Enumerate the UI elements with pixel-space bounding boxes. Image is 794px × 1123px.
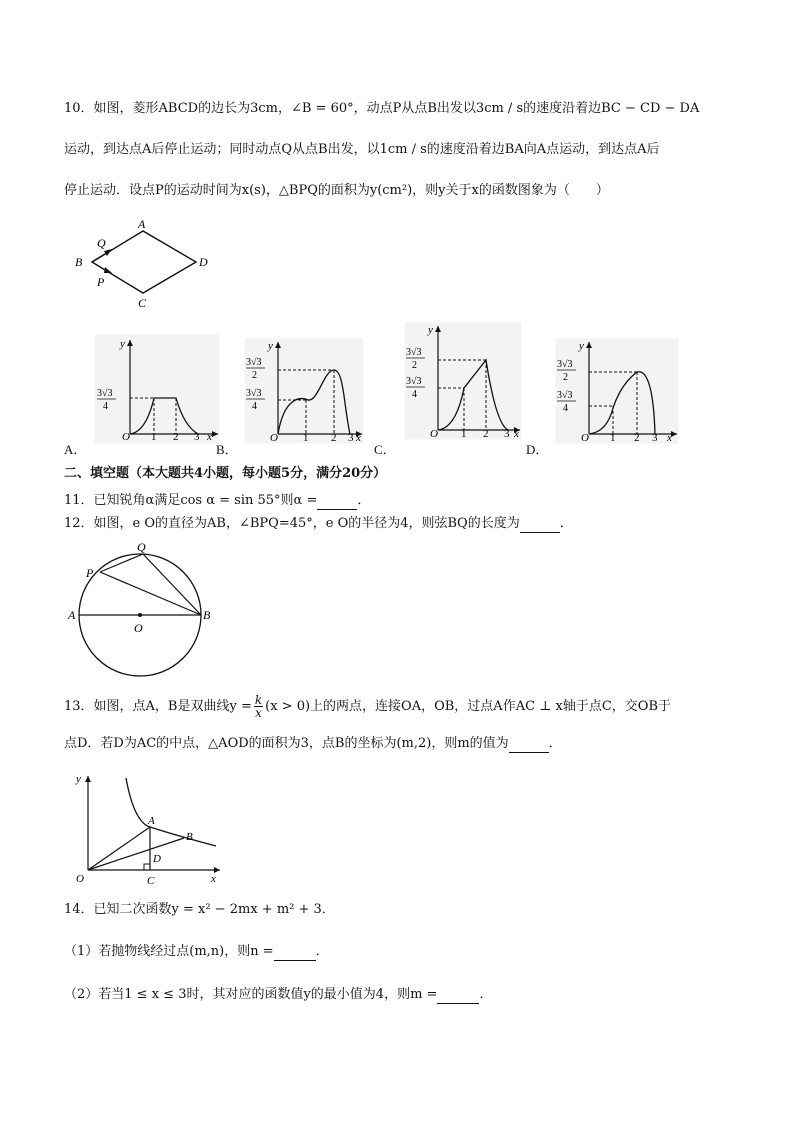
choice-a-label: A． bbox=[64, 442, 87, 457]
label-c: C bbox=[138, 296, 147, 310]
label-a: A bbox=[68, 608, 76, 622]
segment-oa bbox=[88, 827, 150, 870]
tick-3root3: 3√3 bbox=[97, 388, 113, 399]
origin-label: O bbox=[430, 428, 438, 440]
hyperbola-curve bbox=[126, 778, 216, 846]
circle-figure bbox=[64, 540, 224, 682]
y-label: y bbox=[579, 340, 584, 352]
q14-part2-prompt: （2）若当1 ≤ x ≤ 3时，其对应的函数值y的最小值为4，则m = bbox=[64, 987, 438, 1002]
tick-denominator: 4 bbox=[252, 401, 257, 412]
origin-label: O bbox=[270, 432, 278, 444]
q11-answer-blank[interactable] bbox=[317, 493, 357, 510]
y-label: y bbox=[428, 324, 433, 336]
choice-b-label: B． bbox=[216, 442, 238, 457]
q13-prompt-c: 点D．若D为AC的中点，△AOD的面积为3，点B的坐标为(m,2)，则m的值为 bbox=[64, 736, 509, 751]
x-label: x bbox=[514, 428, 519, 440]
arrow-p-icon bbox=[104, 267, 112, 273]
origin-label: O bbox=[76, 873, 84, 885]
origin-label: O bbox=[122, 431, 130, 443]
q11-prompt: 11．已知锐角α满足cos α = sin 55°则α = bbox=[64, 493, 318, 508]
tick-3: 3 bbox=[652, 432, 658, 444]
tick-denominator: 4 bbox=[563, 403, 568, 414]
label-d: D bbox=[199, 255, 208, 269]
x-label: x bbox=[207, 431, 212, 443]
label-q: Q bbox=[137, 540, 146, 554]
graph-choice-b bbox=[244, 338, 364, 444]
tick-3root3: 3√3 bbox=[246, 357, 262, 368]
q13-prompt-b: (x > 0)上的两点，连接OA，OB，过点A作AC ⊥ x轴于点C，交OB于 bbox=[265, 699, 672, 714]
q14-part1-answer-blank[interactable] bbox=[274, 944, 316, 961]
arrow-q-icon bbox=[104, 249, 112, 256]
label-b: B bbox=[75, 255, 83, 269]
tick-3root3: 3√3 bbox=[246, 388, 262, 399]
tick-denominator: 2 bbox=[252, 370, 257, 381]
label-c: C bbox=[147, 875, 155, 887]
label-p: P bbox=[86, 566, 94, 580]
q10-line-2: 运动，到达点A后停止运动；同时动点Q从点B出发，以1cm / s的速度沿着边BA向A点运动，到达点A后 bbox=[64, 142, 660, 157]
q14-part2-answer-blank[interactable] bbox=[437, 987, 479, 1004]
x-label: x bbox=[211, 873, 216, 885]
fraction-numerator: k bbox=[254, 693, 263, 707]
q12-end: ． bbox=[559, 516, 573, 531]
tick-1: 1 bbox=[303, 432, 309, 444]
q13-line-2 bbox=[64, 736, 562, 753]
q14-part2-end: ． bbox=[479, 987, 493, 1002]
q11-end: ． bbox=[357, 493, 371, 508]
graph-choice-a bbox=[94, 334, 220, 444]
hyperbola-figure bbox=[68, 770, 224, 888]
q13-prompt-a: 13．如图，点A，B是双曲线y = bbox=[64, 699, 252, 714]
center-dot bbox=[138, 613, 142, 617]
x-label: x bbox=[356, 432, 361, 444]
q12-text bbox=[64, 516, 573, 533]
label-q: Q bbox=[97, 236, 106, 250]
fraction-denominator: x bbox=[255, 706, 262, 720]
label-a: A bbox=[148, 815, 155, 827]
label-b: B bbox=[203, 608, 211, 622]
q14-line-1: 14．已知二次函数y = x² − 2mx + m² + 3． bbox=[64, 902, 335, 917]
q14-part1-prompt: （1）若抛物线经过点(m,n)，则n = bbox=[64, 944, 274, 959]
tick-3root3: 3√3 bbox=[406, 376, 422, 387]
segment-ob bbox=[88, 838, 184, 870]
x-label: x bbox=[667, 432, 672, 444]
fraction-k-over-x bbox=[254, 694, 263, 719]
y-arrow-icon bbox=[85, 776, 91, 782]
tick-2: 2 bbox=[634, 432, 640, 444]
label-p: P bbox=[97, 275, 105, 289]
right-angle-mark bbox=[144, 864, 150, 870]
label-b: B bbox=[186, 831, 193, 843]
q14-part-1 bbox=[64, 944, 329, 961]
section-2-heading: 二、填空题（本大题共4小题，每小题5分，满分20分） bbox=[64, 466, 387, 481]
tick-3root3: 3√3 bbox=[406, 347, 422, 358]
y-label: y bbox=[76, 773, 81, 785]
tick-denominator: 2 bbox=[412, 360, 417, 371]
tick-2: 2 bbox=[483, 428, 489, 440]
tick-3root3: 3√3 bbox=[557, 359, 573, 370]
graph-choice-d bbox=[555, 338, 679, 444]
q13-line-1 bbox=[64, 694, 671, 719]
tick-denominator: 4 bbox=[103, 401, 108, 412]
label-o: O bbox=[134, 621, 143, 635]
tick-1: 1 bbox=[461, 428, 467, 440]
q13-answer-blank[interactable] bbox=[509, 736, 549, 753]
label-a: A bbox=[138, 217, 146, 231]
q10-line-3: 停止运动．设点P的运动时间为x(s)，△BPQ的面积为y(cm²)，则y关于x的函数图象为（ ） bbox=[64, 183, 609, 198]
tick-3: 3 bbox=[348, 432, 354, 444]
y-label: y bbox=[120, 338, 125, 350]
q12-answer-blank[interactable] bbox=[520, 516, 560, 533]
tick-denominator: 2 bbox=[563, 372, 568, 383]
q10-line-1: 10．如图，菱形ABCD的边长为3cm，∠B = 60°，动点P从点B出发以3cm / s的速度沿着边BC − CD − DA bbox=[64, 101, 700, 116]
tick-3: 3 bbox=[194, 431, 200, 443]
q13-end: ． bbox=[548, 736, 562, 751]
q12-prompt: 12．如图，e O的直径为AB，∠BPQ=45°，e O的半径为4，则弦BQ的长度为 bbox=[64, 516, 520, 531]
origin-label: O bbox=[581, 432, 589, 444]
rhombus-shape bbox=[92, 231, 196, 293]
tick-2: 2 bbox=[173, 431, 179, 443]
tick-3: 3 bbox=[504, 428, 510, 440]
q11-text bbox=[64, 493, 370, 510]
label-d: D bbox=[153, 853, 161, 865]
tick-1: 1 bbox=[151, 431, 157, 443]
choice-c-label: C． bbox=[374, 442, 396, 457]
tick-2: 2 bbox=[331, 432, 337, 444]
q14-part-2 bbox=[64, 987, 492, 1004]
graph-choice-c bbox=[404, 322, 522, 440]
y-label: y bbox=[268, 340, 273, 352]
rhombus-figure bbox=[70, 214, 220, 314]
tick-denominator: 4 bbox=[412, 389, 417, 400]
q14-part1-end: ． bbox=[315, 944, 329, 959]
choice-d-label: D． bbox=[526, 442, 549, 457]
tick-1: 1 bbox=[610, 432, 616, 444]
tick-3root3: 3√3 bbox=[557, 390, 573, 401]
